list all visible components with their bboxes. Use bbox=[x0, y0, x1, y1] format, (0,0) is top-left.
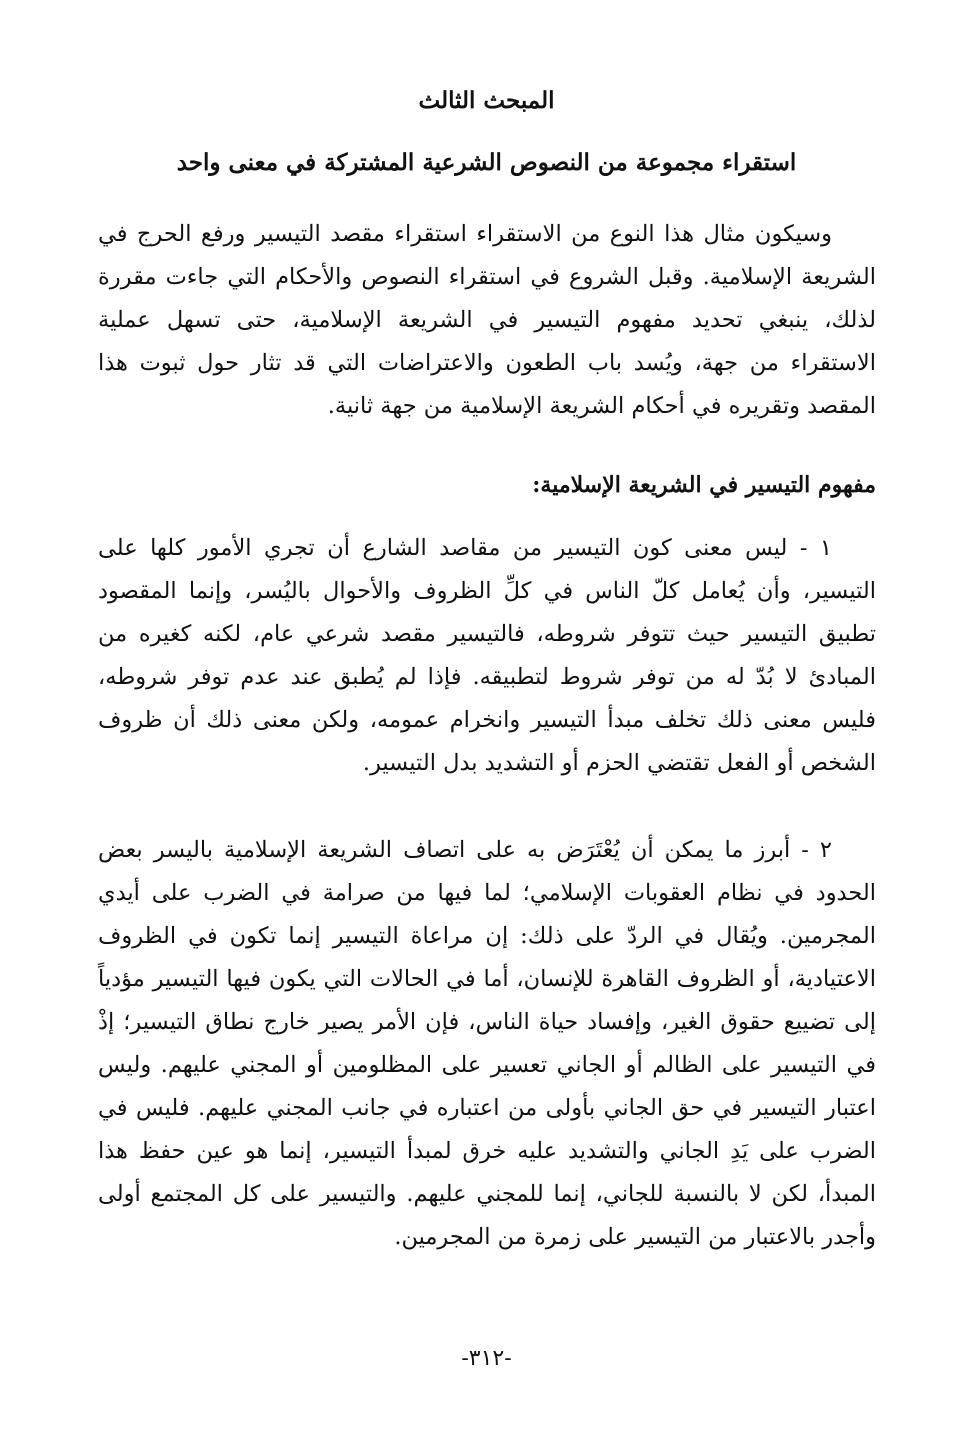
section-label: المبحث الثالث bbox=[418, 87, 555, 114]
section-title: استقراء مجموعة من النصوص الشرعية المشتركة في معنى واحد bbox=[176, 149, 797, 176]
intro-paragraph: وسيكون مثال هذا النوع من الاستقراء استقراء مقصد التيسير ورفع الحرج في الشريعة الإسلامية. وقبل الشروع في استقراء النصوص والأحكام التي جاءت مقررة لذلك، ينبغي تحديد مفهوم التيسير في الشريعة الإسلامية، حتى تسهل عملية الاستقراء من جهة، ويُسد باب الطعون والاعتراضات التي قد تثار حول ثبوت هذا المقصد وتقريره في أحكام الشريعة الإسلامية من جهة ثانية. bbox=[98, 221, 876, 419]
concept-point-1: ١ - ليس معنى كون التيسير من مقاصد الشارع أن تجري الأمور كلها على التيسير، وأن يُعامل كلّ الناس في كلِّ الظروف والأحوال باليُسر، وإنما المقصود تطبيق التيسير حيث تتوفر شروطه، فالتيسير مقصد شرعي عام، لكنه كغيره من المبادئ لا بُدّ له من توفر شروط لتطبيقه. فإذا لم يُطبق عند عدم توفر شروطه، فليس معنى ذلك تخلف مبدأ التيسير وانخرام عمومه، ولكن معنى ذلك أن ظروف الشخص أو الفعل تقتضي الحزم أو التشديد بدل التيسير. bbox=[98, 535, 876, 776]
page-number: -٣١٢- bbox=[461, 1346, 512, 1371]
concept-point-2: ٢ - أبرز ما يمكن أن يُعْتَرَض به على اتصاف الشريعة الإسلامية باليسر بعض الحدود في نظام العقوبات الإسلامي؛ لما فيها من صرامة في الضرب على أيدي المجرمين. ويُقال في الردّ على ذلك: إن مراعاة التيسير إنما تكون في الظروف الاعتيادية، أو الظروف القاهرة للإنسان، أما في الحالات التي يكون فيها التيسير مؤدياً إلى تضييع حقوق الغير، وإفساد حياة الناس، فإن الأمر يصير خارج نطاق التيسير؛ إذْ في التيسير على الظالم أو الجاني تعسير على المظلومين أو المجني عليهم. وليس اعتبار التيسير في حق الجاني بأولى من اعتباره في جانب المجني عليهم. فليس في الضرب على يَدِ الجاني والتشديد عليه خرق لمبدأ التيسير، إنما هو عين حفظ هذا المبدأ، لكن لا بالنسبة للجاني، إنما للمجني عليهم. والتيسير على كل المجتمع أولى وأجدر بالاعتبار من التيسير على زمرة من المجرمين. bbox=[98, 837, 876, 1250]
concept-heading: مفهوم التيسير في الشريعة الإسلامية: bbox=[532, 472, 876, 498]
